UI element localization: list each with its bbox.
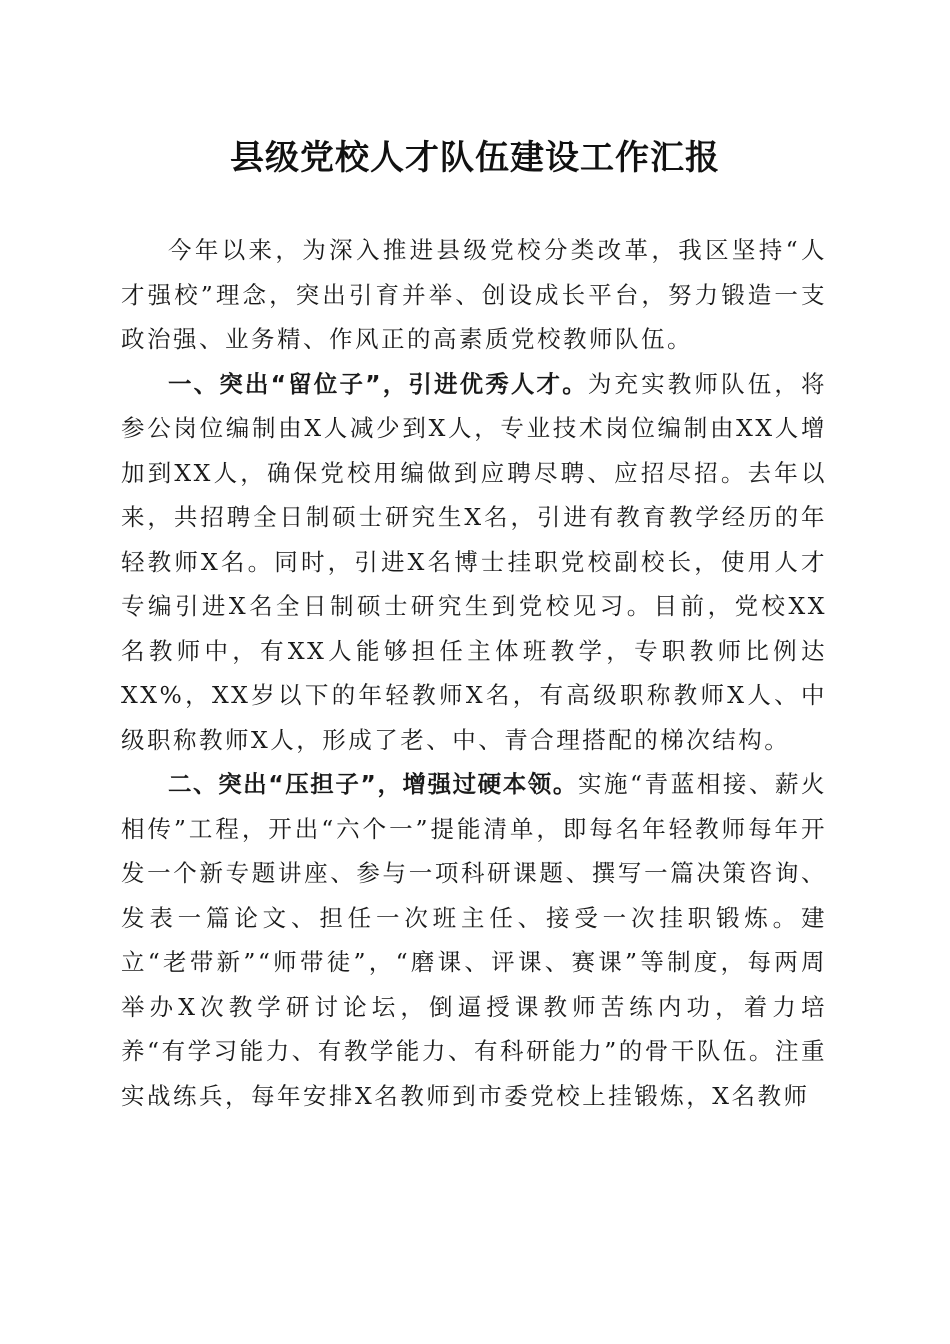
intro-paragraph: 今年以来，为深入推进县级党校分类改革，我区坚持“人才强校”理念，突出引育并举、创设成长平台，努力锻造一支政治强、业务精、作风正的高素质党校教师队伍。 [121,236,827,353]
section-1-paragraph [121,362,827,763]
section-1-text: 为充实教师队伍，将参公岗位编制由X人减少到X人，专业技术岗位编制由XX人增加到XX人，确保党校用编做到应聘尽聘、应招尽招。去年以来，共招聘全日制硕士研究生X名，引进有教育教学经历的年轻教师X名。同时，引进X名博士挂职党校副校长，使用人才专编引进X名全日制硕士研究生到党校见习。目前，党校XX名教师中，有XX人能够担任主体班教学，专职教师比例达XX%，XX岁以下的年轻教师X名，有高级职称教师X人、中级职称教师X人，形成了老、中、青合理搭配的梯次结构。 [121,369,827,754]
section-2-text: 实施“青蓝相接、薪火相传”工程，开出“六个一”提能清单，即每名年轻教师每年开发一个新专题讲座、参与一项科研课题、撰写一篇决策咨询、发表一篇论文、担任一次班主任、接受一次挂职锻炼。建立“老带新”“师带徒”，“磨课、评课、赛课”等制度，每两周举办X次教学研讨论坛，倒逼授课教师苦练内功，着力培养“有学习能力、有教学能力、有科研能力”的骨干队伍。注重实战练兵，每年安排X名教师到市委党校上挂锻炼，X名教师 [121,770,828,1110]
document-title: 县级党校人才队伍建设工作汇报 [230,138,720,178]
document-body [121,228,827,1118]
section-1-heading: 一、突出“留位子”，引进优秀人才。 [168,369,588,398]
section-2-paragraph [121,762,827,1118]
section-2-heading: 二、突出“压担子”，增强过硬本领。 [168,770,578,798]
